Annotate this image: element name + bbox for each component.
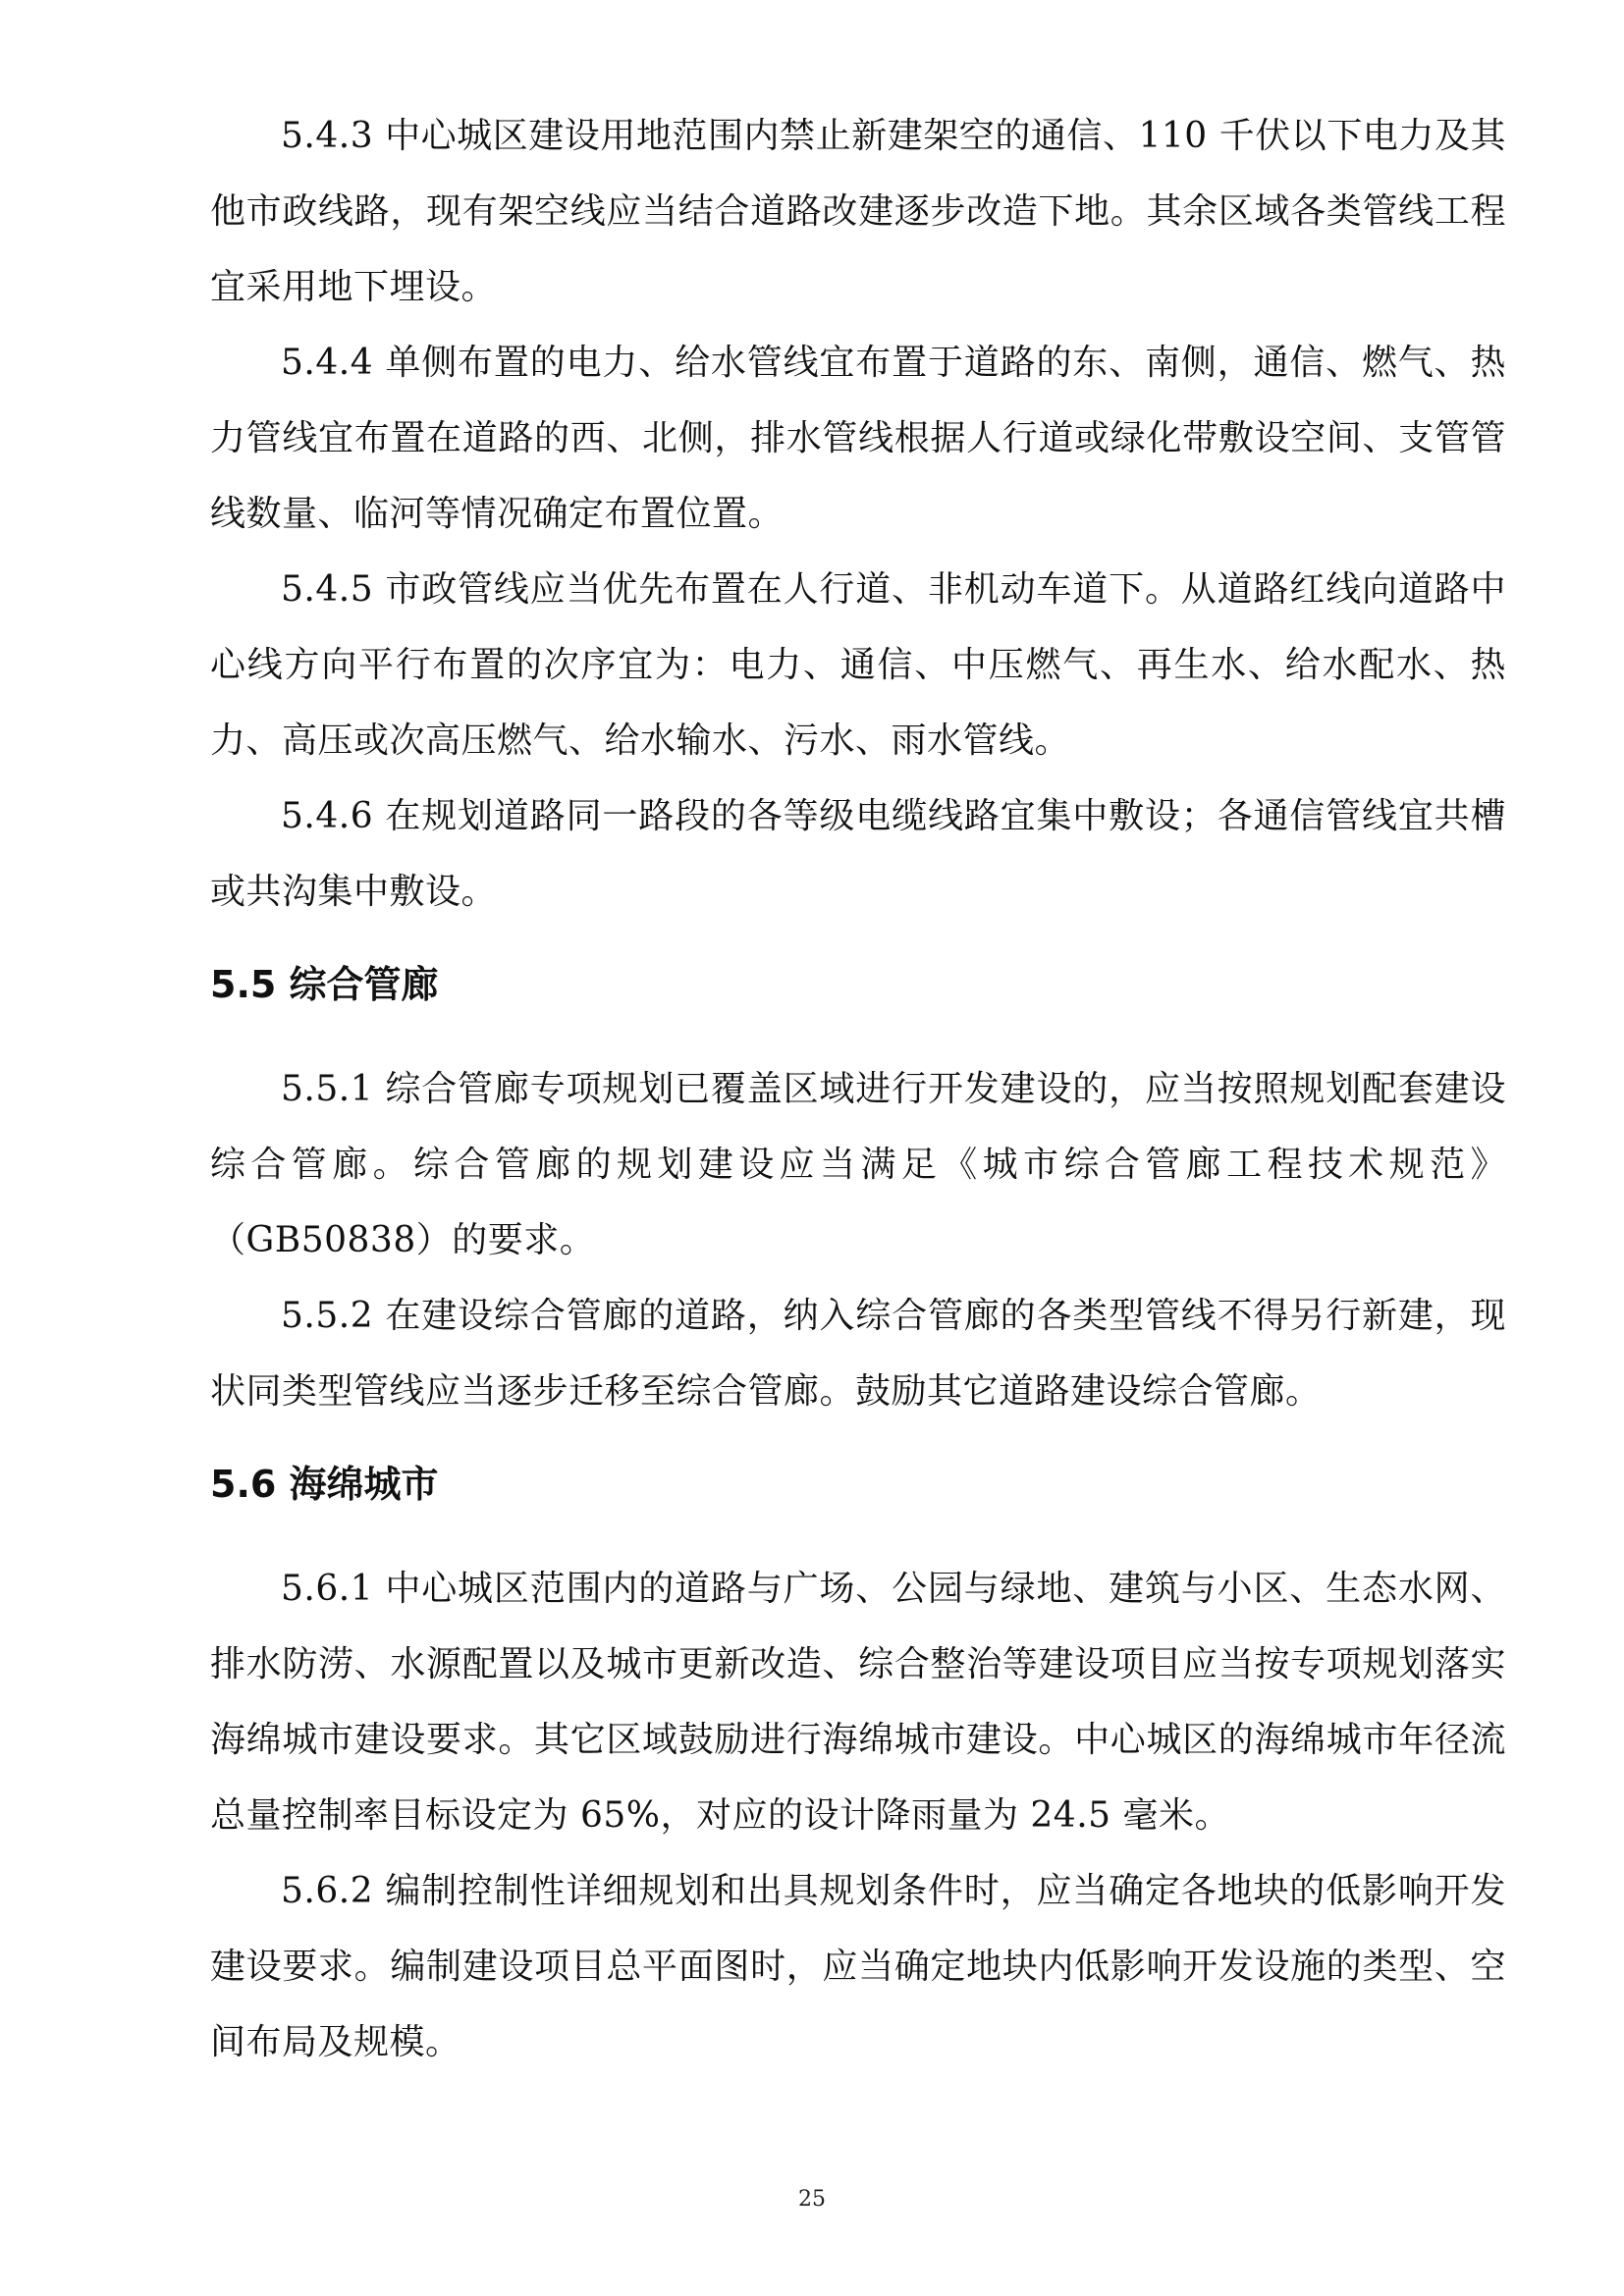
paragraph-5-5-2: 5.5.2 在建设综合管廊的道路，纳入综合管廊的各类型管线不得另行新建，现状同类型管线应当逐步迁移至综合管廊。鼓励其它道路建设综合管廊。 bbox=[210, 1296, 1506, 1412]
paragraph-5-4-4: 5.4.4 单侧布置的电力、给水管线宜布置于道路的东、南侧，通信、燃气、热力管线宜布置在道路的西、北侧，排水管线根据人行道或绿化带敷设空间、支管管线数量、临河等情况确定布置位置。 bbox=[210, 343, 1506, 534]
section-heading-5-6: 5.6 海绵城市 bbox=[210, 1463, 439, 1506]
section-heading-5-5: 5.5 综合管廊 bbox=[210, 963, 439, 1006]
paragraph-5-5-1: 5.5.1 综合管廊专项规划已覆盖区域进行开发建设的，应当按照规划配套建设综合管廊。综合管廊的规划建设应当满足《城市综合管廊工程技术规范》（GB50838）的要求。 bbox=[210, 1069, 1506, 1260]
paragraph-5-4-3: 5.4.3 中心城区建设用地范围内禁止新建架空的通信、110 千伏以下电力及其他市政线路，现有架空线应当结合道路改建逐步改造下地。其余区域各类管线工程宜采用地下埋设。 bbox=[210, 116, 1506, 307]
paragraph-5-4-5: 5.4.5 市政管线应当优先布置在人行道、非机动车道下。从道路红线向道路中心线方向平行布置的次序宜为：电力、通信、中压燃气、再生水、给水配水、热力、高压或次高压燃气、给水输水、污水、雨水管线。 bbox=[210, 569, 1506, 761]
paragraph-5-4-6: 5.4.6 在规划道路同一路段的各等级电缆线路宜集中敷设；各通信管线宜共槽或共沟集中敷设。 bbox=[210, 796, 1506, 912]
paragraph-5-6-1: 5.6.1 中心城区范围内的道路与广场、公园与绿地、建筑与小区、生态水网、排水防涝、水源配置以及城市更新改造、综合整治等建设项目应当按专项规划落实海绵城市建设要求。其它区域鼓励进行海绵城市建设。中心城区的海绵城市年径流总量控制率目标设定为 65%，对应的设计降雨量为 24.5 毫米。 bbox=[210, 1569, 1506, 1836]
paragraph-5-6-2: 5.6.2 编制控制性详细规划和出具规划条件时，应当确定各地块的低影响开发建设要求。编制建设项目总平面图时，应当确定地块内低影响开发设施的类型、空间布局及规模。 bbox=[210, 1871, 1506, 2062]
document-body bbox=[210, 98, 1506, 2080]
page-number: 25 bbox=[798, 2187, 826, 2212]
